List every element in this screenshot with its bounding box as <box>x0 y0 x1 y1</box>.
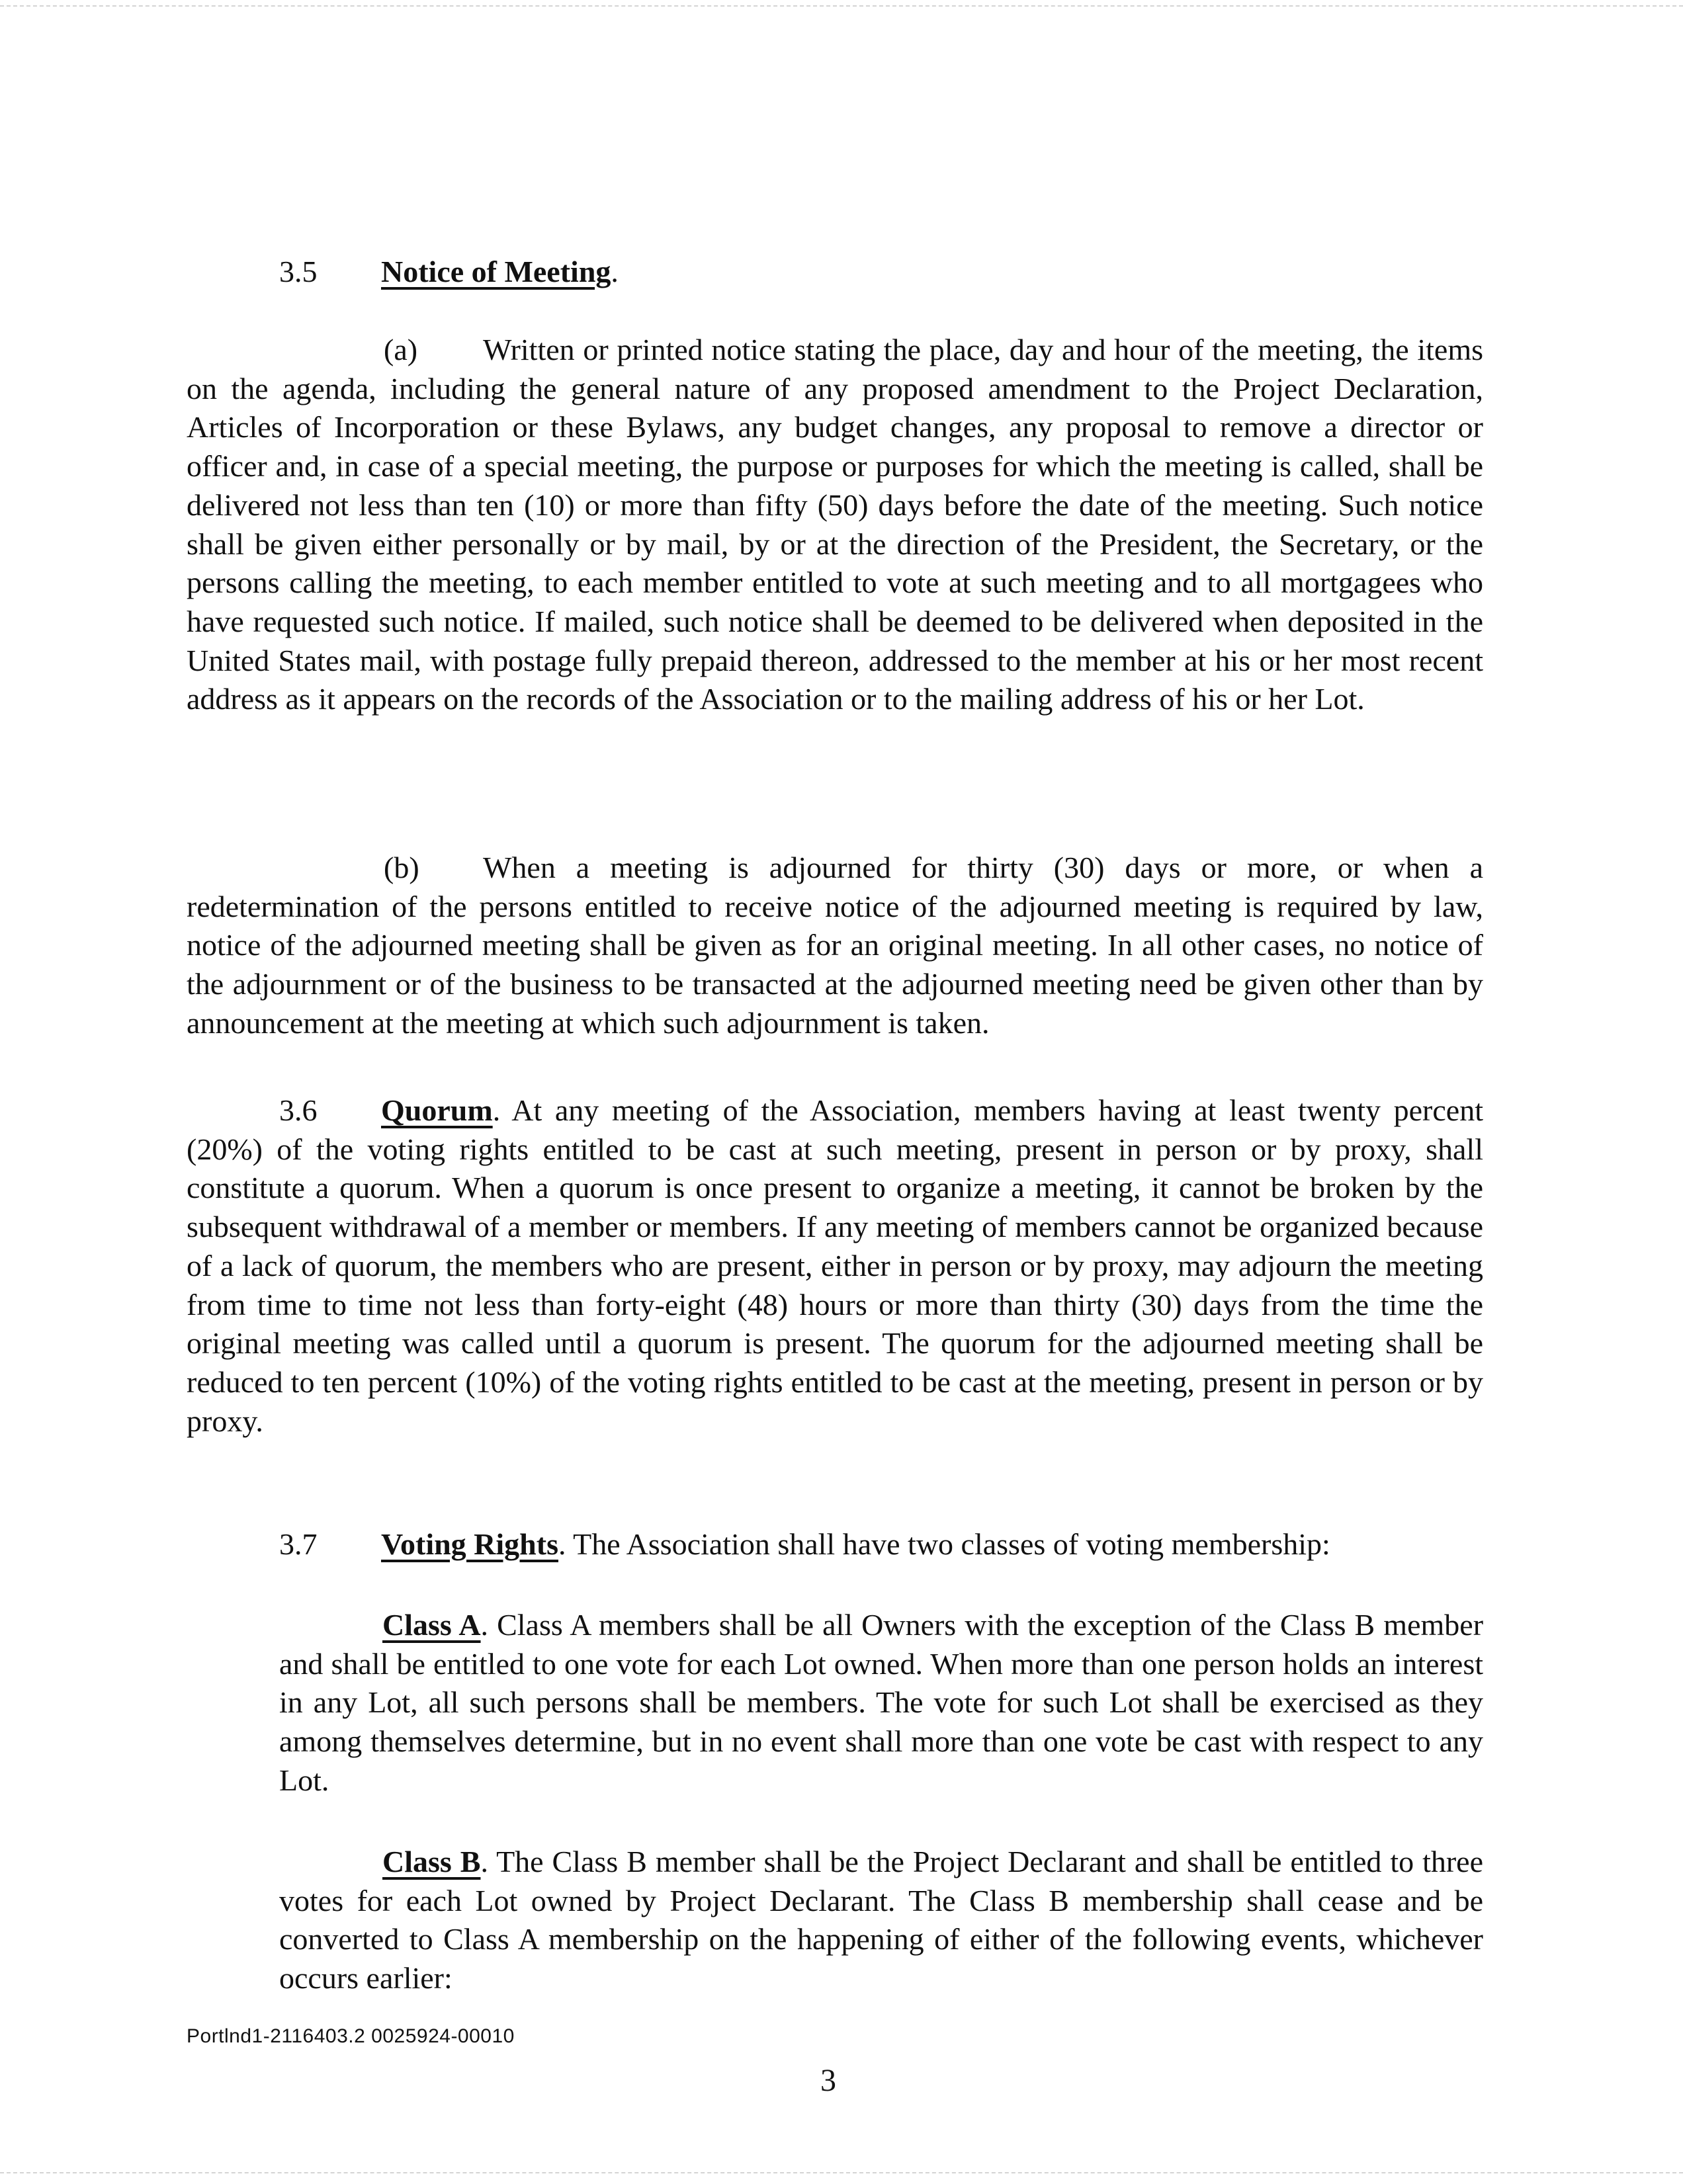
section-text: . At any meeting of the Association, members having at least twenty percent (20%) of the voting rights entitled to be cast at such meeting, present in person or by proxy, shall constitute a quorum. When a quorum is once present to organize a meeting, it cannot be broken by the subsequent withdrawal of a member or members. If any meeting of members cannot be organized because of a lack of quorum, the members who are present, either in person or by proxy, may adjourn the meeting from time to time not less than forty-eight (48) hours or more than thirty (30) days from the time the original meeting was called until a quorum is present. The quorum for the adjourned meeting shall be reduced to ten percent (10%) of the voting rights entitled to be cast at the meeting, present in person or by proxy. <box>187 1093 1483 1438</box>
para-marker: (a) <box>384 333 418 366</box>
class-a-title: Class A <box>382 1608 481 1642</box>
class-b-paragraph <box>279 1843 1483 1998</box>
scan-artifact-bottom <box>0 2172 1683 2173</box>
section-3-5-para-b <box>187 849 1483 1043</box>
page-number: 3 <box>820 2063 836 2098</box>
section-title: Voting Rights <box>381 1527 558 1561</box>
document-id: Portlnd1-2116403.2 0025924-00010 <box>187 2025 515 2047</box>
class-a-text: . Class A members shall be all Owners with the exception of the Class B member and shall be entitled to one vote for each Lot owned. When more than one person holds an interest in any Lot, all such persons shall be members. The vote for such Lot shall be exercised as they among themselves determine, but in no event shall more than one vote be cast with respect to any Lot. <box>279 1608 1484 1797</box>
section-3-5-heading <box>279 253 619 291</box>
scan-artifact-top <box>0 5 1683 7</box>
section-title-suffix: . <box>611 255 619 288</box>
class-b-text: . The Class B member shall be the Project Declarant and shall be entitled to three votes for each Lot owned by Project Declarant. The Class B membership shall cease and be converted to Class A membership on the happening of either of the following events, whichever occurs earlier: <box>279 1845 1484 1995</box>
section-number: 3.5 <box>279 255 318 288</box>
section-3-7-heading <box>279 1525 1330 1564</box>
para-marker: (b) <box>384 851 419 884</box>
section-title: Notice of Meeting <box>381 255 611 288</box>
class-a-paragraph <box>279 1606 1483 1800</box>
section-3-5-para-a <box>187 331 1483 719</box>
class-b-title: Class B <box>382 1845 481 1878</box>
para-text: Written or printed notice stating the place, day and hour of the meeting, the items on the agenda, including the general nature of any proposed amendment to the Project Declaration, Articles of Incorporation or these Bylaws, any budget changes, any proposal to remove a director or officer and, in case of a special meeting, the purpose or purposes for which the meeting is called, shall be delivered not less than ten (10) or more than fifty (50) days before the date of the meeting. Such notice shall be given either personally or by mail, by or at the direction of the President, the Secretary, or the persons calling the meeting, to each member entitled to vote at such meeting and to all mortgagees who have requested such notice. If mailed, such notice shall be deemed to be delivered when deposited in the United States mail, with postage fully prepaid thereon, addressed to the member at his or her most recent address as it appears on the records of the Association or to the mailing address of his or her Lot. <box>187 333 1483 716</box>
section-title: Quorum <box>381 1093 493 1127</box>
para-text: When a meeting is adjourned for thirty (30) days or more, or when a redetermination of the persons entitled to receive notice of the adjourned meeting is required by law, notice of the adjourned meeting shall be given as for an original meeting. In all other cases, no notice of the adjournment or of the business to be transacted at the adjourned meeting need be given other than by announcement at the meeting at which such adjournment is taken. <box>187 851 1483 1040</box>
section-number: 3.7 <box>279 1527 318 1561</box>
section-text: . The Association shall have two classes of voting membership: <box>558 1527 1330 1561</box>
section-3-6 <box>187 1091 1483 1441</box>
section-number: 3.6 <box>279 1093 318 1127</box>
